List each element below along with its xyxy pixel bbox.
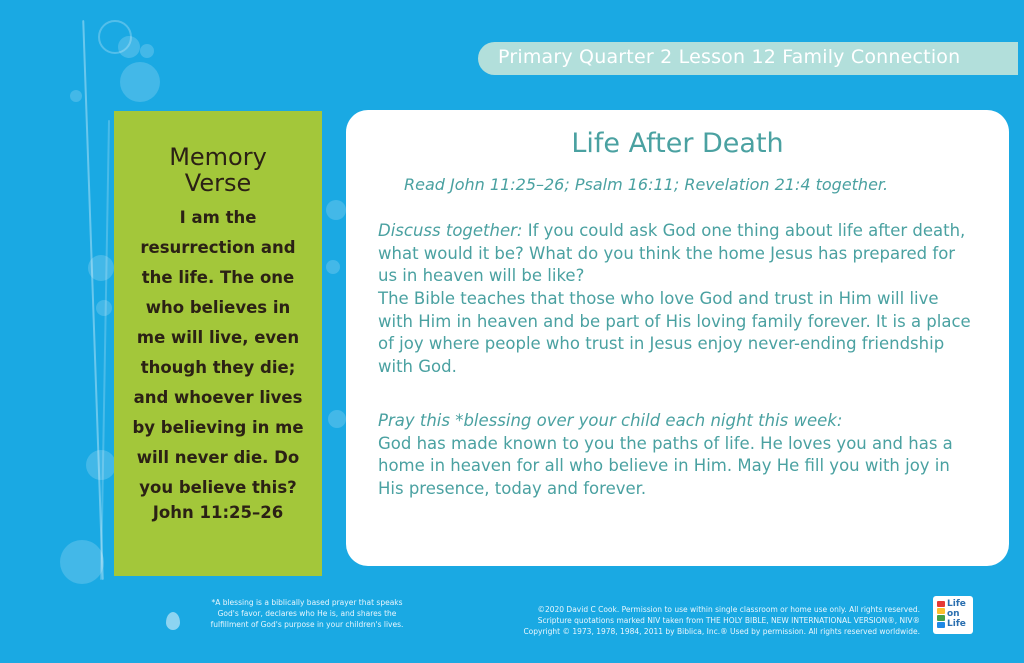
- footnote-line: *A blessing is a biblically based prayer that speaks: [211, 598, 403, 607]
- verse-line: by believing in me: [132, 418, 304, 437]
- memory-verse-title-line2: Verse: [184, 169, 252, 197]
- decor-bubble: [328, 410, 346, 428]
- decor-bubble: [70, 90, 82, 102]
- water-drop-icon: [166, 612, 180, 630]
- decor-bubble: [326, 260, 340, 274]
- lesson-card: [346, 110, 1009, 566]
- verse-line: me will live, even: [136, 328, 300, 347]
- footnote-line: fulfillment of God's purpose in your children's lives.: [210, 620, 404, 629]
- memory-verse-title-line1: Memory: [169, 143, 267, 171]
- lesson-title: Life After Death: [571, 128, 784, 159]
- verse-line: and whoever lives: [133, 388, 303, 407]
- verse-line: the life. The one: [141, 268, 295, 287]
- verse-line: you believe this?: [139, 478, 297, 497]
- footnote-line: God's favor, declares who He is, and shares the: [217, 609, 397, 618]
- verse-line: resurrection and: [140, 238, 296, 257]
- read-together-line: Read John 11:25–26; Psalm 16:11; Revelation 21:4 together.: [404, 175, 889, 194]
- blessing-paragraph: [378, 410, 978, 500]
- discuss-label: Discuss together:: [378, 221, 523, 240]
- blessing-footnote: [198, 597, 416, 630]
- logo-stripes: [937, 601, 945, 629]
- verse-line: who believes in: [145, 298, 291, 317]
- pray-label: Pray this *blessing over your child each night this week:: [378, 411, 843, 430]
- memory-verse-title: [114, 144, 322, 196]
- memory-verse-text: [118, 203, 318, 503]
- header-banner: [478, 42, 1018, 75]
- header-title: Primary Quarter 2 Lesson 12 Family Connection: [498, 46, 961, 68]
- memory-verse-reference: John 11:25–26: [152, 503, 284, 522]
- memory-verse-card: [114, 111, 322, 576]
- discuss-text: If you could ask God one thing about life after death, what would it be? What do you think the home Jesus has prepared for us in heaven will be like?: [378, 221, 966, 285]
- verse-line: will never die. Do: [136, 448, 300, 467]
- decor-bubble: [326, 200, 346, 220]
- verse-line: though they die;: [140, 358, 296, 377]
- decor-bubble: [140, 44, 154, 58]
- discuss-paragraph: [378, 220, 978, 288]
- copyright-line: ©2020 David C Cook. Permission to use within single classroom or home use only. All rights reserved.: [537, 605, 920, 614]
- blessing-text: God has made known to you the paths of life. He loves you and has a home in heaven for all who believe in Him. May He fill you with joy in His presence, today and forever.: [378, 433, 953, 498]
- copyright-line: Copyright © 1973, 1978, 1984, 2011 by Biblica, Inc.® Used by permission. All rights reserved worldwide.: [523, 627, 920, 636]
- copyright-line: Scripture quotations marked NIV taken from THE HOLY BIBLE, NEW INTERNATIONAL VERSION®, NIV®: [537, 616, 920, 625]
- decor-bubble: [120, 62, 160, 102]
- verse-line: I am the: [179, 208, 257, 227]
- decor-streak: [100, 120, 110, 580]
- decor-bubble: [60, 540, 104, 584]
- decor-bubble: [98, 20, 132, 54]
- life-on-life-logo-icon: [933, 596, 973, 634]
- logo-text: Life on Life: [947, 599, 966, 629]
- teaching-paragraph: The Bible teaches that those who love God and trust in Him will live with Him in heaven and be part of His loving family forever. It is a place of joy where people who trust in Jesus enjoy never-ending friendship with God.: [378, 289, 971, 376]
- copyright-notice: [436, 604, 920, 637]
